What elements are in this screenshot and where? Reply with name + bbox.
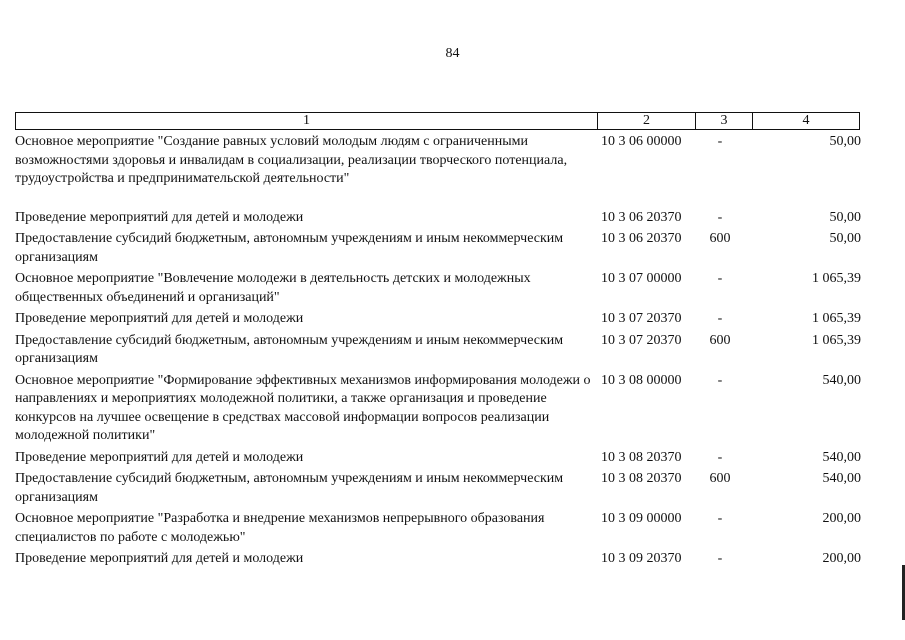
table-header — [15, 112, 860, 130]
row-code: 10 3 07 20370 — [601, 311, 682, 326]
row-amount: 200,00 — [822, 511, 861, 526]
row-name: Основное мероприятие "Формирование эффективных механизмов информирования молодежи о направлениях и мероприятиях молодежной политики, а также организация и проведение конкурсов на лучшее освещение в средствах массовой информации вопросов реализации молодежной политики" — [15, 372, 591, 443]
table-row — [15, 230, 861, 267]
header-col-4: 4 — [753, 113, 860, 130]
page-number: 84 — [445, 46, 460, 61]
row-type: - — [717, 372, 723, 388]
row-code: 10 3 07 00000 — [601, 271, 682, 286]
row-code: 10 3 06 00000 — [601, 134, 682, 149]
header-col-2: 2 — [598, 113, 696, 130]
row-code: 10 3 09 20370 — [601, 551, 682, 566]
table-row — [15, 372, 861, 446]
row-type: - — [717, 551, 723, 566]
table-row — [15, 449, 861, 468]
row-name: Предоставление субсидий бюджетным, автономным учреждениям и иным некоммерческим организациям — [15, 231, 564, 265]
row-code: 10 3 06 20370 — [601, 231, 682, 246]
row-type: - — [717, 134, 723, 149]
table-row — [15, 550, 861, 569]
row-amount: 50,00 — [829, 231, 861, 246]
row-name: Проведение мероприятий для детей и молодежи — [15, 449, 304, 465]
row-amount: 540,00 — [822, 471, 861, 486]
row-type: - — [717, 209, 723, 225]
row-type: 600 — [709, 231, 731, 246]
table-row — [15, 270, 861, 307]
row-code: 10 3 06 20370 — [601, 209, 682, 225]
row-name: Проведение мероприятий для детей и молодежи — [15, 311, 304, 326]
row-name: Предоставление субсидий бюджетным, автономным учреждениям и иным некоммерческим организациям — [15, 332, 564, 366]
row-amount: 1 065,39 — [812, 271, 861, 286]
row-name: Проведение мероприятий для детей и молодежи — [15, 551, 304, 566]
row-amount: 1 065,39 — [812, 332, 861, 348]
row-code: 10 3 08 20370 — [601, 449, 682, 465]
row-name: Проведение мероприятий для детей и молодежи — [15, 209, 304, 225]
table-row — [15, 332, 861, 369]
row-name: Предоставление субсидий бюджетным, автономным учреждениям и иным некоммерческим организациям — [15, 471, 564, 505]
row-amount: 50,00 — [829, 209, 861, 225]
row-type: 600 — [709, 471, 731, 486]
row-type: - — [717, 271, 723, 286]
row-amount: 1 065,39 — [812, 311, 861, 326]
row-code: 10 3 09 00000 — [601, 511, 682, 526]
budget-table-body — [15, 133, 861, 572]
table-row — [15, 470, 861, 507]
header-col-3: 3 — [696, 113, 753, 130]
row-amount: 50,00 — [829, 134, 861, 149]
row-type: - — [717, 311, 723, 326]
row-name: Основное мероприятие "Создание равных условий молодым людям с ограниченными возможностями здоровья и инвалидам в социализации, реализации творческого потенциала, трудоустройства и предпринимательской деятельности" — [15, 134, 568, 186]
row-name: Основное мероприятие "Вовлечение молодежи в деятельность детских и молодежных общественных объединений и организаций" — [15, 271, 531, 305]
row-amount: 540,00 — [822, 449, 861, 465]
row-type: 600 — [709, 332, 731, 348]
header-col-1: 1 — [16, 113, 598, 130]
row-type: - — [717, 449, 723, 465]
row-code: 10 3 08 20370 — [601, 471, 682, 486]
table-row — [15, 209, 861, 228]
row-type: - — [717, 511, 723, 526]
row-amount: 200,00 — [822, 551, 861, 566]
table-row — [15, 310, 861, 329]
table-row — [15, 510, 861, 547]
row-name: Основное мероприятие "Разработка и внедрение механизмов непрерывного образования специалистов по работе с молодежью" — [15, 511, 545, 545]
row-amount: 540,00 — [822, 372, 861, 388]
table-row — [15, 133, 861, 189]
row-code: 10 3 08 00000 — [601, 372, 682, 388]
row-code: 10 3 07 20370 — [601, 332, 682, 348]
